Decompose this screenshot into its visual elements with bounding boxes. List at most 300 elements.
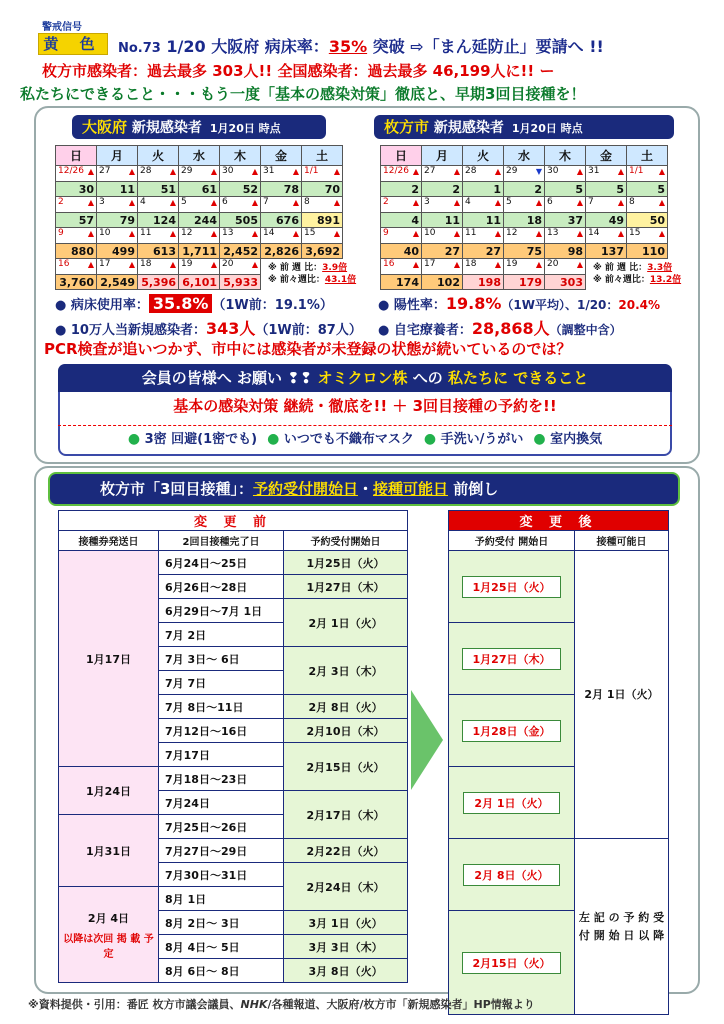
signal-caption: 警戒信号	[42, 22, 82, 33]
date-label: 15	[629, 228, 641, 238]
day-count: 244	[179, 213, 220, 228]
arrow-up-icon: ▲	[494, 198, 501, 207]
arrow-down-icon: ▼	[535, 167, 542, 176]
osaka-stat2-value: 343人	[205, 319, 256, 338]
footer-post: /各種報道、大阪府/枚方市「新規感染者」HP情報より	[267, 998, 535, 1011]
day-count: 78	[261, 182, 302, 197]
day-date	[302, 228, 343, 244]
after-open-date: 2月 1日（火）	[463, 792, 559, 814]
arrow-up-icon: ▲	[412, 167, 419, 176]
request-bar-mid: への	[407, 369, 449, 387]
done-date: 7月 8日～11日	[159, 695, 284, 719]
send-note: 以降は次回 掲 載 予 定	[63, 933, 154, 960]
date-label: 2	[58, 197, 64, 207]
day-count: 179	[504, 275, 545, 290]
nhk-logo: NHK	[240, 998, 268, 1011]
day-date	[463, 166, 504, 182]
date-label: 17	[99, 259, 111, 269]
hirakata-stat1-sub2: 20.4%	[618, 298, 661, 312]
osaka-title-rest: 新規感染者	[127, 120, 202, 136]
arrow-up-icon: ▲	[494, 167, 501, 176]
day-count: 5,933	[220, 275, 261, 290]
day-count: 174	[381, 275, 422, 290]
day-count: 18	[504, 213, 545, 228]
osaka-stat1-label: ● 病床使用率：	[55, 298, 149, 313]
hirakata-date: 1月20日 時点	[511, 122, 583, 135]
weekday-header: 木	[545, 146, 586, 166]
day-count: 4	[381, 213, 422, 228]
osaka-title	[72, 115, 326, 139]
open-date: 1月27日（木）	[284, 575, 408, 599]
open-date: 2月 8日（火）	[284, 695, 408, 719]
send-date: 1月24日	[59, 767, 159, 815]
open-date: 2月 1日（火）	[284, 599, 408, 647]
date-label: 16	[383, 259, 395, 269]
weekday-header: 水	[504, 146, 545, 166]
arrow-up-icon: ▲	[658, 198, 665, 207]
bullet-icon: ●	[423, 431, 437, 447]
after-open-date: 1月25日（火）	[462, 576, 562, 598]
day-count: 2	[381, 182, 422, 197]
day-count: 30	[56, 182, 97, 197]
date-label: 12/26	[58, 166, 84, 176]
weekday-header: 金	[586, 146, 627, 166]
day-date	[381, 259, 422, 275]
day-count: 40	[381, 244, 422, 259]
arrow-up-icon: ▲	[128, 167, 135, 176]
arrow-up-icon: ▲	[210, 198, 217, 207]
date-label: 13	[222, 228, 234, 238]
hirakata-ratio-1-label: ※ 前 週 比：	[593, 263, 648, 273]
day-date	[97, 259, 138, 275]
arrow-up-icon: ▲	[576, 229, 583, 238]
day-count: 102	[422, 275, 463, 290]
day-count: 613	[138, 244, 179, 259]
arrow-up-icon: ▲	[251, 260, 258, 269]
headline-1-post: 突破 ⇨「まん延防止」要請へ !!	[367, 37, 604, 56]
arrow-up-icon: ▲	[169, 198, 176, 207]
day-count: 198	[463, 275, 504, 290]
date-label: 15	[304, 228, 316, 238]
day-count: 1,711	[179, 244, 220, 259]
signal-badge: 黄 色	[38, 33, 108, 55]
measure-label: 室内換気	[550, 432, 603, 447]
day-date	[179, 259, 220, 275]
arrow-up-icon: ▲	[251, 229, 258, 238]
day-count: 70	[302, 182, 343, 197]
arrow-up-icon: ▲	[453, 198, 460, 207]
done-date: 8月 2日～ 3日	[159, 911, 284, 935]
day-count: 5	[627, 182, 668, 197]
osaka-stat2-label: ● 10万人当新規感染者：	[55, 323, 206, 338]
open-date: 3月 3日（木）	[284, 935, 408, 959]
date-label: 8	[629, 197, 635, 207]
arrow-up-icon: ▲	[251, 167, 258, 176]
osaka-ratio-2-label: ※ 前々週比：	[268, 275, 325, 285]
day-date	[627, 166, 668, 182]
day-date	[56, 166, 97, 182]
date-label: 20	[222, 259, 234, 269]
weekday-header: 水	[179, 146, 220, 166]
after-open-date: 1月28日（金）	[462, 720, 562, 742]
date-label: 4	[465, 197, 471, 207]
date-label: 7	[588, 197, 594, 207]
day-date	[504, 166, 545, 182]
date-label: 17	[424, 259, 436, 269]
hirakata-home-care	[378, 316, 622, 339]
arrow-up-icon: ▲	[333, 229, 340, 238]
date-label: 2	[383, 197, 389, 207]
date-label: 12	[506, 228, 518, 238]
open-date: 2月10日（木）	[284, 719, 408, 743]
col-header: 予約受付開始日	[284, 531, 408, 551]
date-label: 4	[140, 197, 146, 207]
day-count: 505	[220, 213, 261, 228]
weekday-header: 日	[56, 146, 97, 166]
date-label: 16	[58, 259, 70, 269]
pcr-notice: PCR検査が追いつかず、市中には感染者が未登録の状態が続いているのでは？	[44, 340, 572, 358]
day-count: 27	[422, 244, 463, 259]
weekday-header: 火	[463, 146, 504, 166]
osaka-ratio-2	[268, 272, 356, 285]
day-date	[586, 197, 627, 213]
done-date: 8月 1日	[159, 887, 284, 911]
weekday-header: 土	[302, 146, 343, 166]
day-count: 1	[463, 182, 504, 197]
day-count: 2,549	[97, 275, 138, 290]
day-date	[422, 259, 463, 275]
day-date	[261, 228, 302, 244]
day-date	[302, 166, 343, 182]
arrow-up-icon: ▲	[87, 260, 94, 269]
vaccination-title-open: 予約受付開始日	[252, 480, 358, 498]
hirakata-stat1-sub: （1W平均）、1/20：	[501, 298, 619, 312]
day-count: 3,760	[56, 275, 97, 290]
date-label: 7	[263, 197, 269, 207]
osaka-ratio-1-value: 3.9倍	[322, 263, 348, 273]
day-date	[261, 197, 302, 213]
day-count: 5	[545, 182, 586, 197]
after-open-cell	[449, 695, 575, 767]
date-label: 30	[222, 166, 234, 176]
day-date	[504, 259, 545, 275]
request-bar-pre: 会員の皆様へ お願い ❢❢	[141, 369, 318, 387]
after-table	[448, 510, 669, 1015]
day-count: 98	[545, 244, 586, 259]
day-count: 75	[504, 244, 545, 259]
day-count: 6,101	[179, 275, 220, 290]
send-date-last	[59, 887, 159, 983]
after-open-cell	[449, 623, 575, 695]
day-date	[627, 228, 668, 244]
day-count: 499	[97, 244, 138, 259]
day-date	[261, 166, 302, 182]
date-label: 20	[547, 259, 559, 269]
date-label: 8	[304, 197, 310, 207]
vaccination-title-pre: 枚方市「3回目接種」：	[100, 480, 253, 498]
before-title: 変 更 前	[59, 511, 408, 531]
osaka-stat1-sub: （1W前：19.1%）	[212, 298, 333, 313]
weekday-header: 木	[220, 146, 261, 166]
date-label: 9	[383, 228, 389, 238]
day-date	[56, 228, 97, 244]
day-date	[381, 166, 422, 182]
day-date	[56, 259, 97, 275]
before-table	[58, 510, 408, 983]
hirakata-ratio-1-value: 3.3倍	[647, 263, 673, 273]
day-date	[97, 228, 138, 244]
arrow-up-icon: ▲	[169, 260, 176, 269]
measure-item	[533, 428, 602, 447]
arrow-up-icon: ▲	[292, 229, 299, 238]
arrow-up-icon: ▲	[333, 198, 340, 207]
after-open-cell	[449, 839, 575, 911]
day-count: 676	[261, 213, 302, 228]
day-date	[422, 228, 463, 244]
day-date	[179, 166, 220, 182]
date-label: 31	[588, 166, 600, 176]
avail-note: 左 記 の 予 約 受 付 開 始 日 以 降	[575, 839, 669, 1015]
day-count: 303	[545, 275, 586, 290]
hirakata-stat2-label: ● 自宅療養者：	[378, 323, 472, 338]
date-label: 18	[140, 259, 152, 269]
open-date: 2月17日（木）	[284, 791, 408, 839]
date-label: 28	[140, 166, 152, 176]
day-date	[422, 166, 463, 182]
done-date: 8月 4日～ 5日	[159, 935, 284, 959]
osaka-date: 1月20日 時点	[209, 122, 281, 135]
arrow-up-icon: ▲	[87, 198, 94, 207]
issue-number: No.73	[118, 41, 161, 56]
send-date: 2月 4日	[87, 911, 130, 925]
day-count: 61	[179, 182, 220, 197]
request-bar-omicron: オミクロン株	[317, 369, 408, 387]
arrow-up-icon: ▲	[617, 198, 624, 207]
date-label: 19	[506, 259, 518, 269]
date-label: 6	[222, 197, 228, 207]
day-date	[463, 197, 504, 213]
col-header: 予約受付 開始日	[449, 531, 575, 551]
weekday-header: 火	[138, 146, 179, 166]
date-label: 14	[588, 228, 600, 238]
day-count: 124	[138, 213, 179, 228]
day-count: 137	[586, 244, 627, 259]
arrow-up-icon: ▲	[535, 198, 542, 207]
arrow-up-icon: ▲	[169, 229, 176, 238]
day-count: 2	[504, 182, 545, 197]
day-date	[220, 197, 261, 213]
date-label: 27	[99, 166, 111, 176]
day-date	[138, 259, 179, 275]
hirakata-stat1-value: 19.8%	[445, 294, 502, 313]
done-date: 7月12日～16日	[159, 719, 284, 743]
arrow-up-icon: ▲	[535, 260, 542, 269]
date-label: 29	[506, 166, 518, 176]
arrow-up-icon: ▲	[617, 167, 624, 176]
day-count: 2	[422, 182, 463, 197]
date-label: 10	[424, 228, 436, 238]
arrow-up-icon: ▲	[169, 167, 176, 176]
day-date	[97, 197, 138, 213]
done-date: 7月25日～26日	[159, 815, 284, 839]
send-date: 1月31日	[59, 815, 159, 887]
send-date: 1月17日	[59, 551, 159, 767]
arrow-up-icon: ▲	[210, 229, 217, 238]
day-date	[138, 197, 179, 213]
done-date: 7月24日	[159, 791, 284, 815]
day-count: 37	[545, 213, 586, 228]
hirakata-stat2-value: 28,868人	[471, 319, 550, 338]
date-label: 29	[181, 166, 193, 176]
arrow-up-icon: ▲	[494, 260, 501, 269]
bullet-icon: ●	[267, 431, 280, 447]
open-date: 2月24日（木）	[284, 863, 408, 911]
day-date	[220, 228, 261, 244]
day-count: 50	[627, 213, 668, 228]
day-date	[381, 197, 422, 213]
arrow-up-icon: ▲	[658, 167, 665, 176]
measure-label: 3密 回避(1密でも)	[144, 432, 258, 447]
day-count: 52	[220, 182, 261, 197]
date-label: 30	[547, 166, 559, 176]
date-label: 6	[547, 197, 553, 207]
day-count: 880	[56, 244, 97, 259]
osaka-stat2-sub: （1W前：87人）	[255, 323, 362, 338]
after-open-cell	[449, 551, 575, 623]
after-open-date: 1月27日（木）	[462, 648, 562, 670]
headline-2: 枚方市感染者：過去最多 303人!! 全国感染者：過去最多 46,199人に!! ー	[42, 62, 555, 80]
arrow-up-icon: ▲	[412, 229, 419, 238]
date-label: 13	[547, 228, 559, 238]
day-count: 3,692	[302, 244, 343, 259]
done-date: 7月30日～31日	[159, 863, 284, 887]
day-count: 27	[463, 244, 504, 259]
day-count: 51	[138, 182, 179, 197]
day-date	[627, 197, 668, 213]
footer-pre: ※資料提供・引用：番匠 枚方市議会議員、	[28, 998, 241, 1011]
measure-item	[128, 428, 257, 447]
measures-list	[58, 425, 672, 449]
date-label: 11	[140, 228, 152, 238]
day-date	[463, 228, 504, 244]
arrow-up-icon: ▲	[535, 229, 542, 238]
date-label: 28	[465, 166, 477, 176]
hirakata-title	[374, 115, 674, 139]
day-date	[56, 197, 97, 213]
hirakata-ratio-2-value: 13.2倍	[649, 275, 682, 285]
day-count: 5,396	[138, 275, 179, 290]
day-date	[179, 197, 220, 213]
arrow-up-icon: ▲	[412, 260, 419, 269]
date-label: 5	[181, 197, 187, 207]
day-date	[422, 197, 463, 213]
arrow-up-icon: ▲	[412, 198, 419, 207]
arrow-up-icon: ▲	[453, 167, 460, 176]
after-open-date: 2月15日（火）	[462, 952, 562, 974]
open-date: 2月 3日（木）	[284, 647, 408, 695]
day-date	[463, 259, 504, 275]
measure-item	[267, 428, 414, 447]
done-date: 6月24日～25日	[159, 551, 284, 575]
headline-1-pct: 35%	[328, 37, 368, 56]
done-date: 8月 6日～ 8日	[159, 959, 284, 983]
done-date: 7月18日～23日	[159, 767, 284, 791]
after-open-date: 2月 8日（火）	[463, 864, 559, 886]
arrow-up-icon: ▲	[292, 167, 299, 176]
date-label: 12/26	[383, 166, 409, 176]
date-label: 27	[424, 166, 436, 176]
request-bar	[58, 364, 672, 392]
col-header: 2回目接種完了日	[159, 531, 284, 551]
col-header: 接種可能日	[575, 531, 669, 551]
weekday-header: 月	[97, 146, 138, 166]
osaka-bed-usage	[55, 294, 333, 313]
open-date: 2月22日（火）	[284, 839, 408, 863]
date-label: 3	[99, 197, 105, 207]
date-label: 5	[506, 197, 512, 207]
day-date	[138, 228, 179, 244]
day-count: 11	[97, 182, 138, 197]
arrow-up-icon: ▲	[128, 260, 135, 269]
weekday-header: 月	[422, 146, 463, 166]
arrow-up-icon: ▲	[128, 198, 135, 207]
bullet-icon: ●	[127, 431, 141, 447]
date-label: 19	[181, 259, 193, 269]
done-date: 7月 3日～ 6日	[159, 647, 284, 671]
day-count: 57	[56, 213, 97, 228]
date-label: 3	[424, 197, 430, 207]
open-date: 3月 1日（火）	[284, 911, 408, 935]
arrow-up-icon: ▲	[210, 167, 217, 176]
date-label: 1/1	[304, 166, 319, 176]
day-date	[545, 228, 586, 244]
osaka-title-pref: 大阪府	[82, 118, 128, 136]
arrow-right-icon	[411, 690, 443, 790]
osaka-ratio-2-value: 43.1倍	[324, 275, 357, 285]
arrow-up-icon: ▲	[87, 167, 94, 176]
bullet-icon: ●	[533, 431, 546, 447]
date-label: 9	[58, 228, 64, 238]
day-count: 11	[422, 213, 463, 228]
day-count: 2,826	[261, 244, 302, 259]
arrow-up-icon: ▲	[128, 229, 135, 238]
date-label: 11	[465, 228, 477, 238]
after-open-cell	[449, 767, 575, 839]
hirakata-ratio-2-label: ※ 前々週比：	[593, 275, 650, 285]
osaka-stat1-value: 35.8%	[149, 294, 213, 313]
osaka-per-100k	[55, 316, 362, 339]
after-title: 変 更 後	[449, 511, 669, 531]
hirakata-positivity	[378, 294, 660, 313]
day-count: 110	[627, 244, 668, 259]
day-date	[220, 259, 261, 275]
hirakata-stat2-sub: （調整中含）	[549, 323, 622, 337]
vaccination-title-avail: 接種可能日	[372, 480, 448, 498]
day-count: 5	[586, 182, 627, 197]
request-bar-what-we-can-do: 私たちに できること	[448, 369, 589, 387]
date-label: 18	[465, 259, 477, 269]
measure-label: いつでも不織布マスク	[283, 432, 414, 447]
date-label: 10	[99, 228, 111, 238]
vaccination-title-post: 前倒し	[448, 480, 499, 498]
open-date: 1月25日（火）	[284, 551, 408, 575]
vaccination-title-mid: ・	[357, 480, 373, 498]
avail-date: 2月 1日（火）	[575, 551, 669, 839]
done-date: 7月27日～29日	[159, 839, 284, 863]
done-date: 7月 2日	[159, 623, 284, 647]
date-label: 31	[263, 166, 275, 176]
headline-3: 私たちにできること・・・もう一度「基本の感染対策」徹底と、早期3回目接種を！	[20, 85, 586, 103]
